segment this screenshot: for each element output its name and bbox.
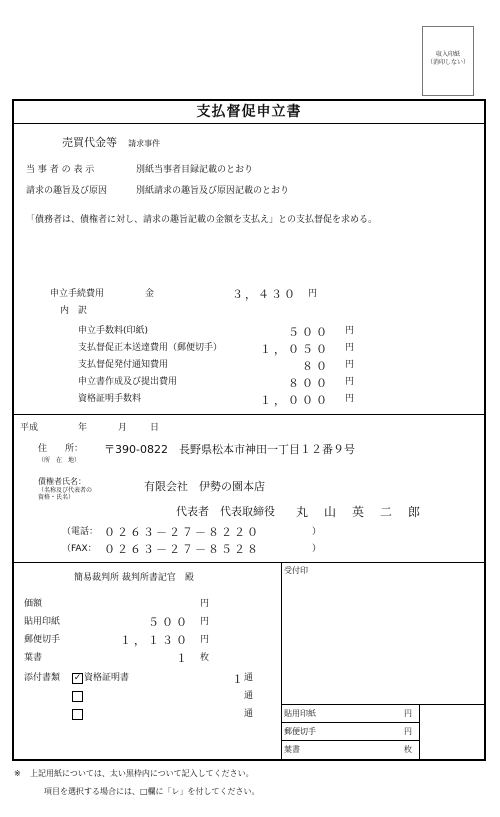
attachments-label: 添付書類: [24, 673, 61, 683]
case-suffix: 請求事件: [128, 139, 161, 148]
fees-kin: 金: [145, 289, 155, 299]
fee-item-unit: 円: [345, 377, 355, 387]
note-mark: ※: [14, 769, 21, 778]
name-sub: （名称及び代表者の: [38, 487, 93, 494]
name-sub: 資格・氏名）: [38, 494, 75, 501]
attachment-count: １: [232, 673, 245, 686]
fee-item-amount: １，０５０: [260, 343, 330, 356]
creditor-address: 〒390-0822 長野県松本市神田一丁目１２番９号: [104, 443, 355, 456]
fees-label: 申立手続費用: [50, 289, 105, 299]
stamp-note: （消印しない）: [426, 59, 469, 66]
rep-title: 代表者 代表取締役: [176, 505, 275, 518]
fax-close: ）: [312, 544, 322, 554]
fee-item-unit: 円: [345, 343, 355, 353]
attachment-checkbox[interactable]: [72, 673, 83, 684]
name-label: 債権者氏名：: [38, 477, 86, 486]
table-label: 葉書: [284, 745, 300, 754]
table-label: 貼用印紙: [284, 709, 316, 718]
fee-item-amount: １，０００: [260, 394, 330, 407]
attachment-unit: 通: [244, 709, 254, 719]
fee-item-unit: 円: [345, 360, 355, 370]
amount-unit: 枚: [200, 653, 210, 663]
revenue-stamp-box: [422, 26, 474, 96]
attachment-unit: 通: [244, 673, 254, 683]
table-line: [281, 740, 419, 741]
fee-item-name: 支払督促正本送達費用（郵便切手）: [78, 343, 223, 353]
tel-number: ０２６３－２７－８２２０: [104, 526, 260, 539]
fax-label: （FAX：: [62, 544, 97, 554]
tel-close: ）: [312, 527, 322, 537]
amount-unit: 円: [200, 635, 210, 645]
fees-total: ３，４３０: [232, 288, 297, 301]
attachment-checkbox[interactable]: [72, 709, 83, 720]
amount-unit: 円: [200, 617, 210, 627]
fee-item-amount: ５００: [288, 326, 330, 339]
divider: [14, 414, 484, 415]
address-label: 住 所：: [38, 444, 84, 454]
attachment-checkbox[interactable]: [72, 691, 83, 702]
amount-unit: 円: [200, 599, 210, 609]
note-line: 項目を選択する場合には、□欄に「レ」を付してください。: [44, 787, 260, 796]
stamp-label: 収入印紙: [435, 51, 460, 58]
note-line: 上記用紙については、太い黒枠内について記入してください。: [30, 769, 254, 778]
rep-name: 丸 山 英 二 郎: [296, 505, 423, 519]
fee-item-unit: 円: [345, 326, 355, 336]
form-title: 支払督促申立書: [14, 101, 484, 124]
table-line: [281, 704, 484, 705]
divider: [14, 562, 484, 563]
table-unit: 円: [404, 709, 412, 718]
party-label-2: 請求の趣旨及び原因: [26, 186, 108, 196]
fee-item-unit: 円: [345, 394, 355, 404]
fee-item-name: 申立手数料(印紙): [78, 326, 149, 336]
amount-value: １，１３０: [120, 634, 190, 647]
address-sub: （所 在 地）: [38, 457, 81, 464]
amount-label: 葉書: [24, 653, 43, 663]
table-unit: 円: [404, 727, 412, 736]
fee-item-name: 支払督促発付通知費用: [78, 360, 169, 370]
date-month: 月: [118, 423, 128, 433]
fee-item-name: 申立書作成及び提出費用: [78, 377, 178, 387]
receipt-divider: [281, 562, 282, 760]
fee-item-amount: ８０: [302, 360, 330, 373]
date-year: 年: [78, 423, 88, 433]
creditor-company: 有限会社 伊勢の園本店: [144, 480, 265, 493]
amount-value: ５００: [148, 616, 190, 629]
party-value-1: 別紙当事者目録記載のとおり: [136, 165, 254, 175]
fee-item-name: 資格証明手数料: [78, 394, 142, 404]
receipt-stamp-label: 受付印: [284, 566, 308, 575]
amount-label: 貼用印紙: [24, 617, 61, 627]
case-line: [62, 131, 160, 150]
table-unit: 枚: [404, 745, 412, 754]
court-addressee: 簡易裁判所 裁判所書記官 殿: [74, 573, 194, 583]
amount-label: 価額: [24, 599, 43, 609]
table-label: 郵便切手: [284, 727, 316, 736]
date-day: 日: [150, 423, 160, 433]
tel-label: （電話：: [62, 527, 99, 537]
table-line: [281, 722, 419, 723]
amount-label: 郵便切手: [24, 635, 61, 645]
fee-item-amount: ８００: [288, 377, 330, 390]
fax-number: ０２６３－２７－８５２８: [104, 543, 260, 556]
attachment-unit: 通: [244, 691, 254, 701]
table-line: [419, 704, 420, 760]
party-label-1: 当 事 者 の 表 示: [26, 165, 95, 175]
party-value-2: 別紙請求の趣旨及び原因記載のとおり: [136, 186, 290, 196]
checkmark-icon: ✓: [73, 673, 82, 683]
fees-breakdown-label: 内 訳: [60, 306, 88, 316]
date-era: 平成: [20, 423, 39, 433]
amount-value: １: [176, 652, 190, 665]
attachment-name: 資格証明書: [84, 673, 130, 683]
case-name: 売買代金等: [62, 136, 117, 149]
request-text: 「債務者は、債権者に対し、請求の趣旨記載の金額を支払え」との支払督促を求める。: [26, 215, 378, 225]
fees-total-unit: 円: [308, 289, 318, 299]
